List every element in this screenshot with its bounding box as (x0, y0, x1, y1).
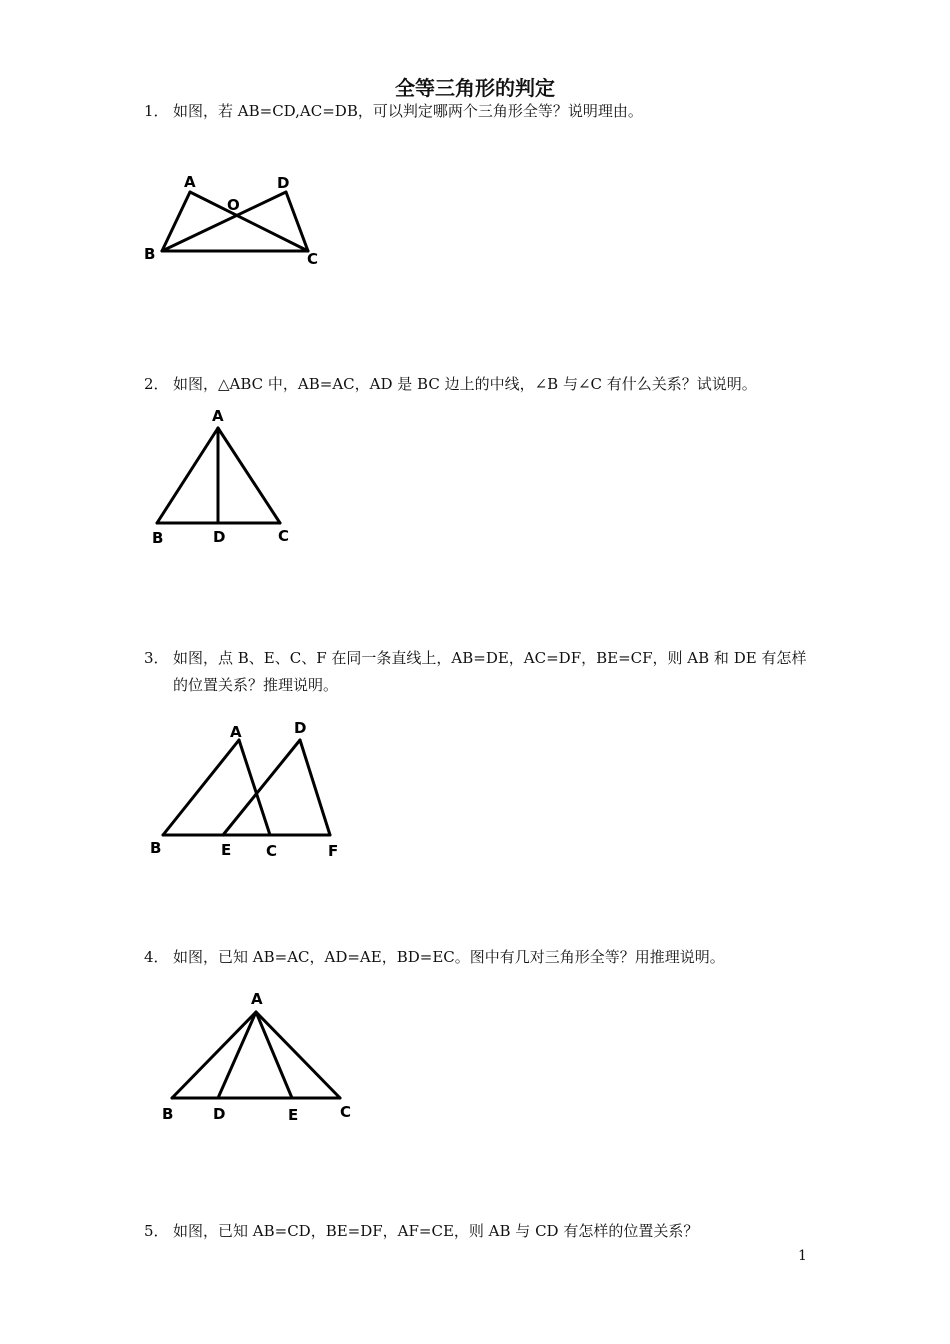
question-4 (144, 944, 814, 971)
question-number: 1． (144, 102, 169, 120)
vertex-label-a: A (251, 990, 263, 1008)
vertex-label-b: B (152, 529, 164, 547)
question-text: 如图，已知 AB=AC，AD=AE，BD=EC。图中有几对三角形全等？用推理说明。 (173, 948, 725, 966)
document-title: 全等三角形的判定 (395, 76, 555, 100)
vertex-label-b: B (162, 1105, 174, 1123)
figure-3-diagram (140, 712, 360, 862)
question-number: 2． (144, 375, 169, 393)
figure-4-diagram (150, 985, 370, 1125)
segment-DF (300, 740, 330, 835)
vertex-label-f: F (328, 842, 339, 860)
segment-AB (157, 428, 218, 523)
vertex-label-c: C (340, 1103, 352, 1121)
question-1 (144, 98, 814, 125)
vertex-label-d: D (277, 174, 290, 192)
vertex-label-d: D (213, 528, 226, 546)
segment-DB (162, 192, 286, 251)
figure-1-diagram (140, 165, 340, 275)
question-text: 如图，已知 AB=CD，BE=DF，AF=CE，则 AB 与 CD 有怎样的位置关系？ (173, 1222, 699, 1240)
vertex-label-c: C (278, 527, 290, 545)
page-number: 1 (798, 1248, 807, 1264)
segment-AE (256, 1012, 292, 1098)
vertex-label-o: O (227, 196, 240, 214)
segment-DE (223, 740, 300, 835)
vertex-label-e: E (221, 841, 232, 859)
question-text: 如图，点 B、E、C、F 在同一条直线上，AB=DE，AC=DF，BE=CF，则 AB 和 DE 有怎样的位置关系？推理说明。 (173, 649, 807, 694)
question-2 (144, 371, 814, 398)
vertex-label-c: C (266, 842, 278, 860)
segment-AB (172, 1012, 256, 1098)
vertex-label-d: D (213, 1105, 226, 1123)
question-number: 5． (144, 1222, 169, 1240)
question-text: 如图，△ABC 中，AB=AC，AD 是 BC 边上的中线，∠B 与∠C 有什么关系？试说明。 (173, 375, 757, 393)
vertex-label-e: E (288, 1106, 299, 1124)
vertex-label-c: C (307, 250, 319, 268)
question-5 (144, 1218, 814, 1245)
segment-AC (256, 1012, 340, 1098)
vertex-label-d: D (294, 719, 307, 737)
vertex-label-a: A (230, 723, 242, 741)
segment-AC (239, 740, 270, 835)
segment-AD (218, 1012, 256, 1098)
vertex-label-b: B (150, 839, 162, 857)
segment-AB (163, 740, 239, 835)
figure-2-diagram (140, 400, 320, 550)
question-3 (144, 645, 814, 699)
vertex-label-a: A (184, 173, 196, 191)
question-text: 如图，若 AB=CD,AC=DB，可以判定哪两个三角形全等？说明理由。 (173, 102, 643, 120)
vertex-label-b: B (144, 245, 156, 263)
vertex-label-a: A (212, 407, 224, 425)
question-number: 4． (144, 948, 169, 966)
segment-AB (162, 192, 190, 251)
question-number: 3． (144, 649, 169, 667)
segment-AC (218, 428, 280, 523)
